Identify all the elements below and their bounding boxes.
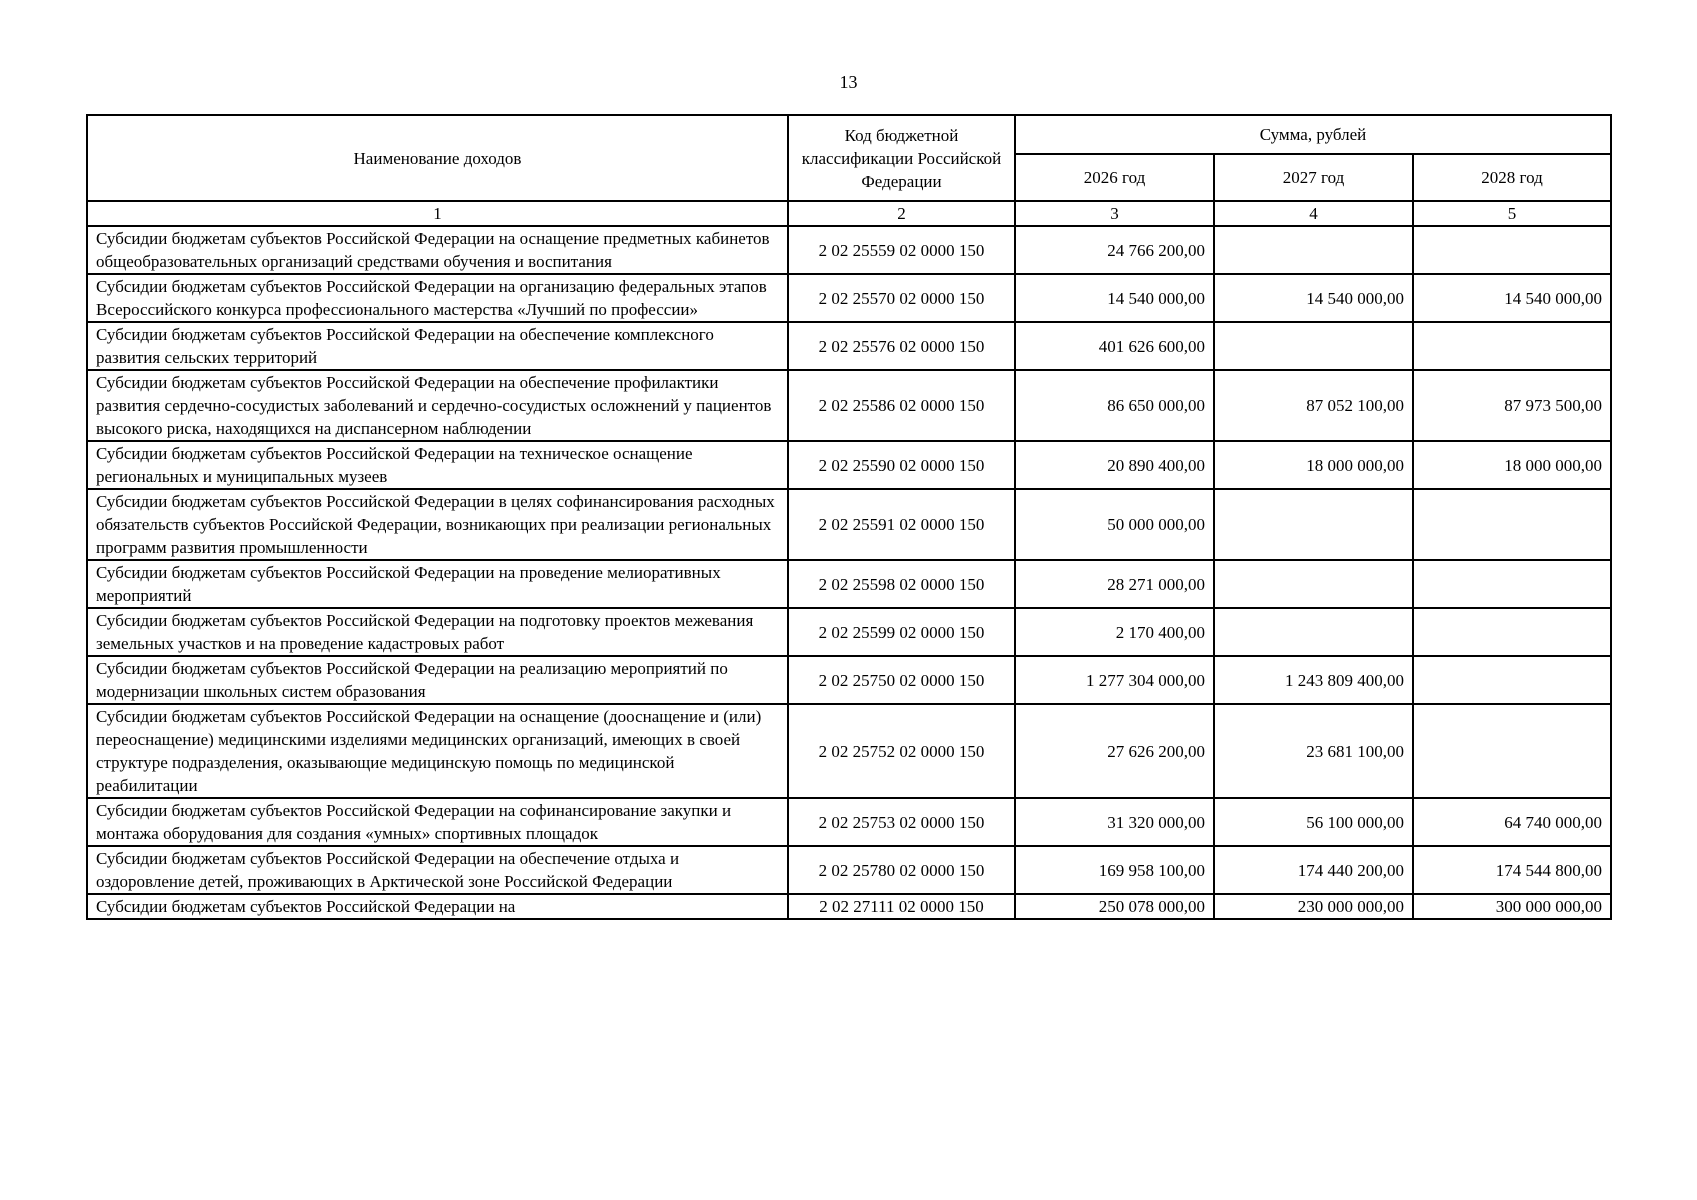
amount-2026-cell: 86 650 000,00 xyxy=(1015,370,1214,441)
amount-2028-cell: 300 000 000,00 xyxy=(1413,894,1611,919)
amount-2027-cell xyxy=(1214,560,1413,608)
amount-2027-cell xyxy=(1214,322,1413,370)
amount-2028-cell xyxy=(1413,608,1611,656)
amount-2027-cell: 14 540 000,00 xyxy=(1214,274,1413,322)
amount-2028-cell xyxy=(1413,560,1611,608)
amount-2028-cell xyxy=(1413,704,1611,798)
table-row xyxy=(87,560,1611,608)
amount-2028-cell xyxy=(1413,489,1611,560)
amount-2027-cell: 174 440 200,00 xyxy=(1214,846,1413,894)
revenue-name-cell: Субсидии бюджетам субъектов Российской Федерации на техническое оснащение региональных и муниципальных музеев xyxy=(87,441,788,489)
table-row xyxy=(87,226,1611,274)
amount-2026-cell: 1 277 304 000,00 xyxy=(1015,656,1214,704)
column-number: 5 xyxy=(1413,201,1611,226)
amount-2026-cell: 50 000 000,00 xyxy=(1015,489,1214,560)
amount-2026-cell: 250 078 000,00 xyxy=(1015,894,1214,919)
budget-code-cell: 2 02 27111 02 0000 150 xyxy=(788,894,1015,919)
column-header-sum: Сумма, рублей xyxy=(1015,115,1611,154)
budget-code-cell: 2 02 25780 02 0000 150 xyxy=(788,846,1015,894)
amount-2027-cell: 1 243 809 400,00 xyxy=(1214,656,1413,704)
amount-2027-cell: 56 100 000,00 xyxy=(1214,798,1413,846)
budget-code-cell: 2 02 25559 02 0000 150 xyxy=(788,226,1015,274)
amount-2026-cell: 31 320 000,00 xyxy=(1015,798,1214,846)
table-row xyxy=(87,322,1611,370)
revenue-name-cell: Субсидии бюджетам субъектов Российской Федерации на оснащение предметных кабинетов общеобразовательных организаций средствами обучения и воспитания xyxy=(87,226,788,274)
amount-2028-cell: 18 000 000,00 xyxy=(1413,441,1611,489)
amount-2026-cell: 20 890 400,00 xyxy=(1015,441,1214,489)
budget-code-cell: 2 02 25570 02 0000 150 xyxy=(788,274,1015,322)
amount-2026-cell: 2 170 400,00 xyxy=(1015,608,1214,656)
budget-code-cell: 2 02 25752 02 0000 150 xyxy=(788,704,1015,798)
table-row xyxy=(87,441,1611,489)
page-number: 13 xyxy=(839,72,858,92)
amount-2026-cell: 14 540 000,00 xyxy=(1015,274,1214,322)
table-row xyxy=(87,489,1611,560)
column-number: 1 xyxy=(87,201,788,226)
revenue-name-cell: Субсидии бюджетам субъектов Российской Федерации на подготовку проектов межевания земельных участков и на проведение кадастровых работ xyxy=(87,608,788,656)
amount-2028-cell xyxy=(1413,322,1611,370)
amount-2026-cell: 24 766 200,00 xyxy=(1015,226,1214,274)
revenue-table xyxy=(86,114,1612,920)
amount-2027-cell: 18 000 000,00 xyxy=(1214,441,1413,489)
column-header-year-2027: 2027 год xyxy=(1214,154,1413,201)
amount-2028-cell: 174 544 800,00 xyxy=(1413,846,1611,894)
budget-code-cell: 2 02 25591 02 0000 150 xyxy=(788,489,1015,560)
revenue-name-cell: Субсидии бюджетам субъектов Российской Федерации на реализацию мероприятий по модернизации школьных систем образования xyxy=(87,656,788,704)
table-row xyxy=(87,370,1611,441)
table-row xyxy=(87,608,1611,656)
table-row xyxy=(87,798,1611,846)
revenue-name-cell: Субсидии бюджетам субъектов Российской Федерации на обеспечение отдыха и оздоровление детей, проживающих в Арктической зоне Российской Федерации xyxy=(87,846,788,894)
revenue-name-cell: Субсидии бюджетам субъектов Российской Федерации на организацию федеральных этапов Всероссийского конкурса профессионального мастерства «Лучший по профессии» xyxy=(87,274,788,322)
amount-2027-cell xyxy=(1214,489,1413,560)
column-header-year-2028: 2028 год xyxy=(1413,154,1611,201)
column-number: 2 xyxy=(788,201,1015,226)
budget-code-cell: 2 02 25750 02 0000 150 xyxy=(788,656,1015,704)
column-number: 3 xyxy=(1015,201,1214,226)
budget-code-cell: 2 02 25590 02 0000 150 xyxy=(788,441,1015,489)
amount-2026-cell: 401 626 600,00 xyxy=(1015,322,1214,370)
column-header-name: Наименование доходов xyxy=(87,115,788,201)
amount-2027-cell xyxy=(1214,226,1413,274)
table-row xyxy=(87,704,1611,798)
amount-2027-cell: 87 052 100,00 xyxy=(1214,370,1413,441)
amount-2028-cell xyxy=(1413,226,1611,274)
amount-2027-cell: 23 681 100,00 xyxy=(1214,704,1413,798)
budget-code-cell: 2 02 25586 02 0000 150 xyxy=(788,370,1015,441)
table-body xyxy=(87,226,1611,919)
budget-code-cell: 2 02 25576 02 0000 150 xyxy=(788,322,1015,370)
table-row xyxy=(87,894,1611,919)
amount-2028-cell: 14 540 000,00 xyxy=(1413,274,1611,322)
amount-2028-cell: 87 973 500,00 xyxy=(1413,370,1611,441)
revenue-name-cell: Субсидии бюджетам субъектов Российской Федерации на оснащение (дооснащение и (или) переоснащение) медицинскими изделиями медицинских организаций, имеющих в своей структуре подразделения, оказывающие медицинскую помощь по медицинской реабилитации xyxy=(87,704,788,798)
revenue-name-cell: Субсидии бюджетам субъектов Российской Федерации на софинансирование закупки и монтажа оборудования для создания «умных» спортивных площадок xyxy=(87,798,788,846)
amount-2026-cell: 169 958 100,00 xyxy=(1015,846,1214,894)
amount-2027-cell: 230 000 000,00 xyxy=(1214,894,1413,919)
amount-2028-cell xyxy=(1413,656,1611,704)
table-row xyxy=(87,846,1611,894)
budget-code-cell: 2 02 25753 02 0000 150 xyxy=(788,798,1015,846)
revenue-name-cell: Субсидии бюджетам субъектов Российской Федерации на обеспечение комплексного развития сельских территорий xyxy=(87,322,788,370)
revenue-name-cell: Субсидии бюджетам субъектов Российской Федерации на проведение мелиоративных мероприятий xyxy=(87,560,788,608)
amount-2026-cell: 28 271 000,00 xyxy=(1015,560,1214,608)
column-number: 4 xyxy=(1214,201,1413,226)
revenue-name-cell: Субсидии бюджетам субъектов Российской Федерации на обеспечение профилактики развития сердечно-сосудистых заболеваний и сердечно-сосудистых осложнений у пациентов высокого риска, находящихся на диспансерном наблюдении xyxy=(87,370,788,441)
column-header-code: Код бюджетной классификации Российской Федерации xyxy=(788,115,1015,201)
amount-2026-cell: 27 626 200,00 xyxy=(1015,704,1214,798)
table-row xyxy=(87,274,1611,322)
revenue-name-cell: Субсидии бюджетам субъектов Российской Федерации в целях софинансирования расходных обязательств субъектов Российской Федерации, возникающих при реализации региональных программ развития промышленности xyxy=(87,489,788,560)
budget-code-cell: 2 02 25599 02 0000 150 xyxy=(788,608,1015,656)
amount-2028-cell: 64 740 000,00 xyxy=(1413,798,1611,846)
column-header-year-2026: 2026 год xyxy=(1015,154,1214,201)
amount-2027-cell xyxy=(1214,608,1413,656)
revenue-name-cell: Субсидии бюджетам субъектов Российской Федерации на xyxy=(87,894,788,919)
budget-code-cell: 2 02 25598 02 0000 150 xyxy=(788,560,1015,608)
table-row xyxy=(87,656,1611,704)
